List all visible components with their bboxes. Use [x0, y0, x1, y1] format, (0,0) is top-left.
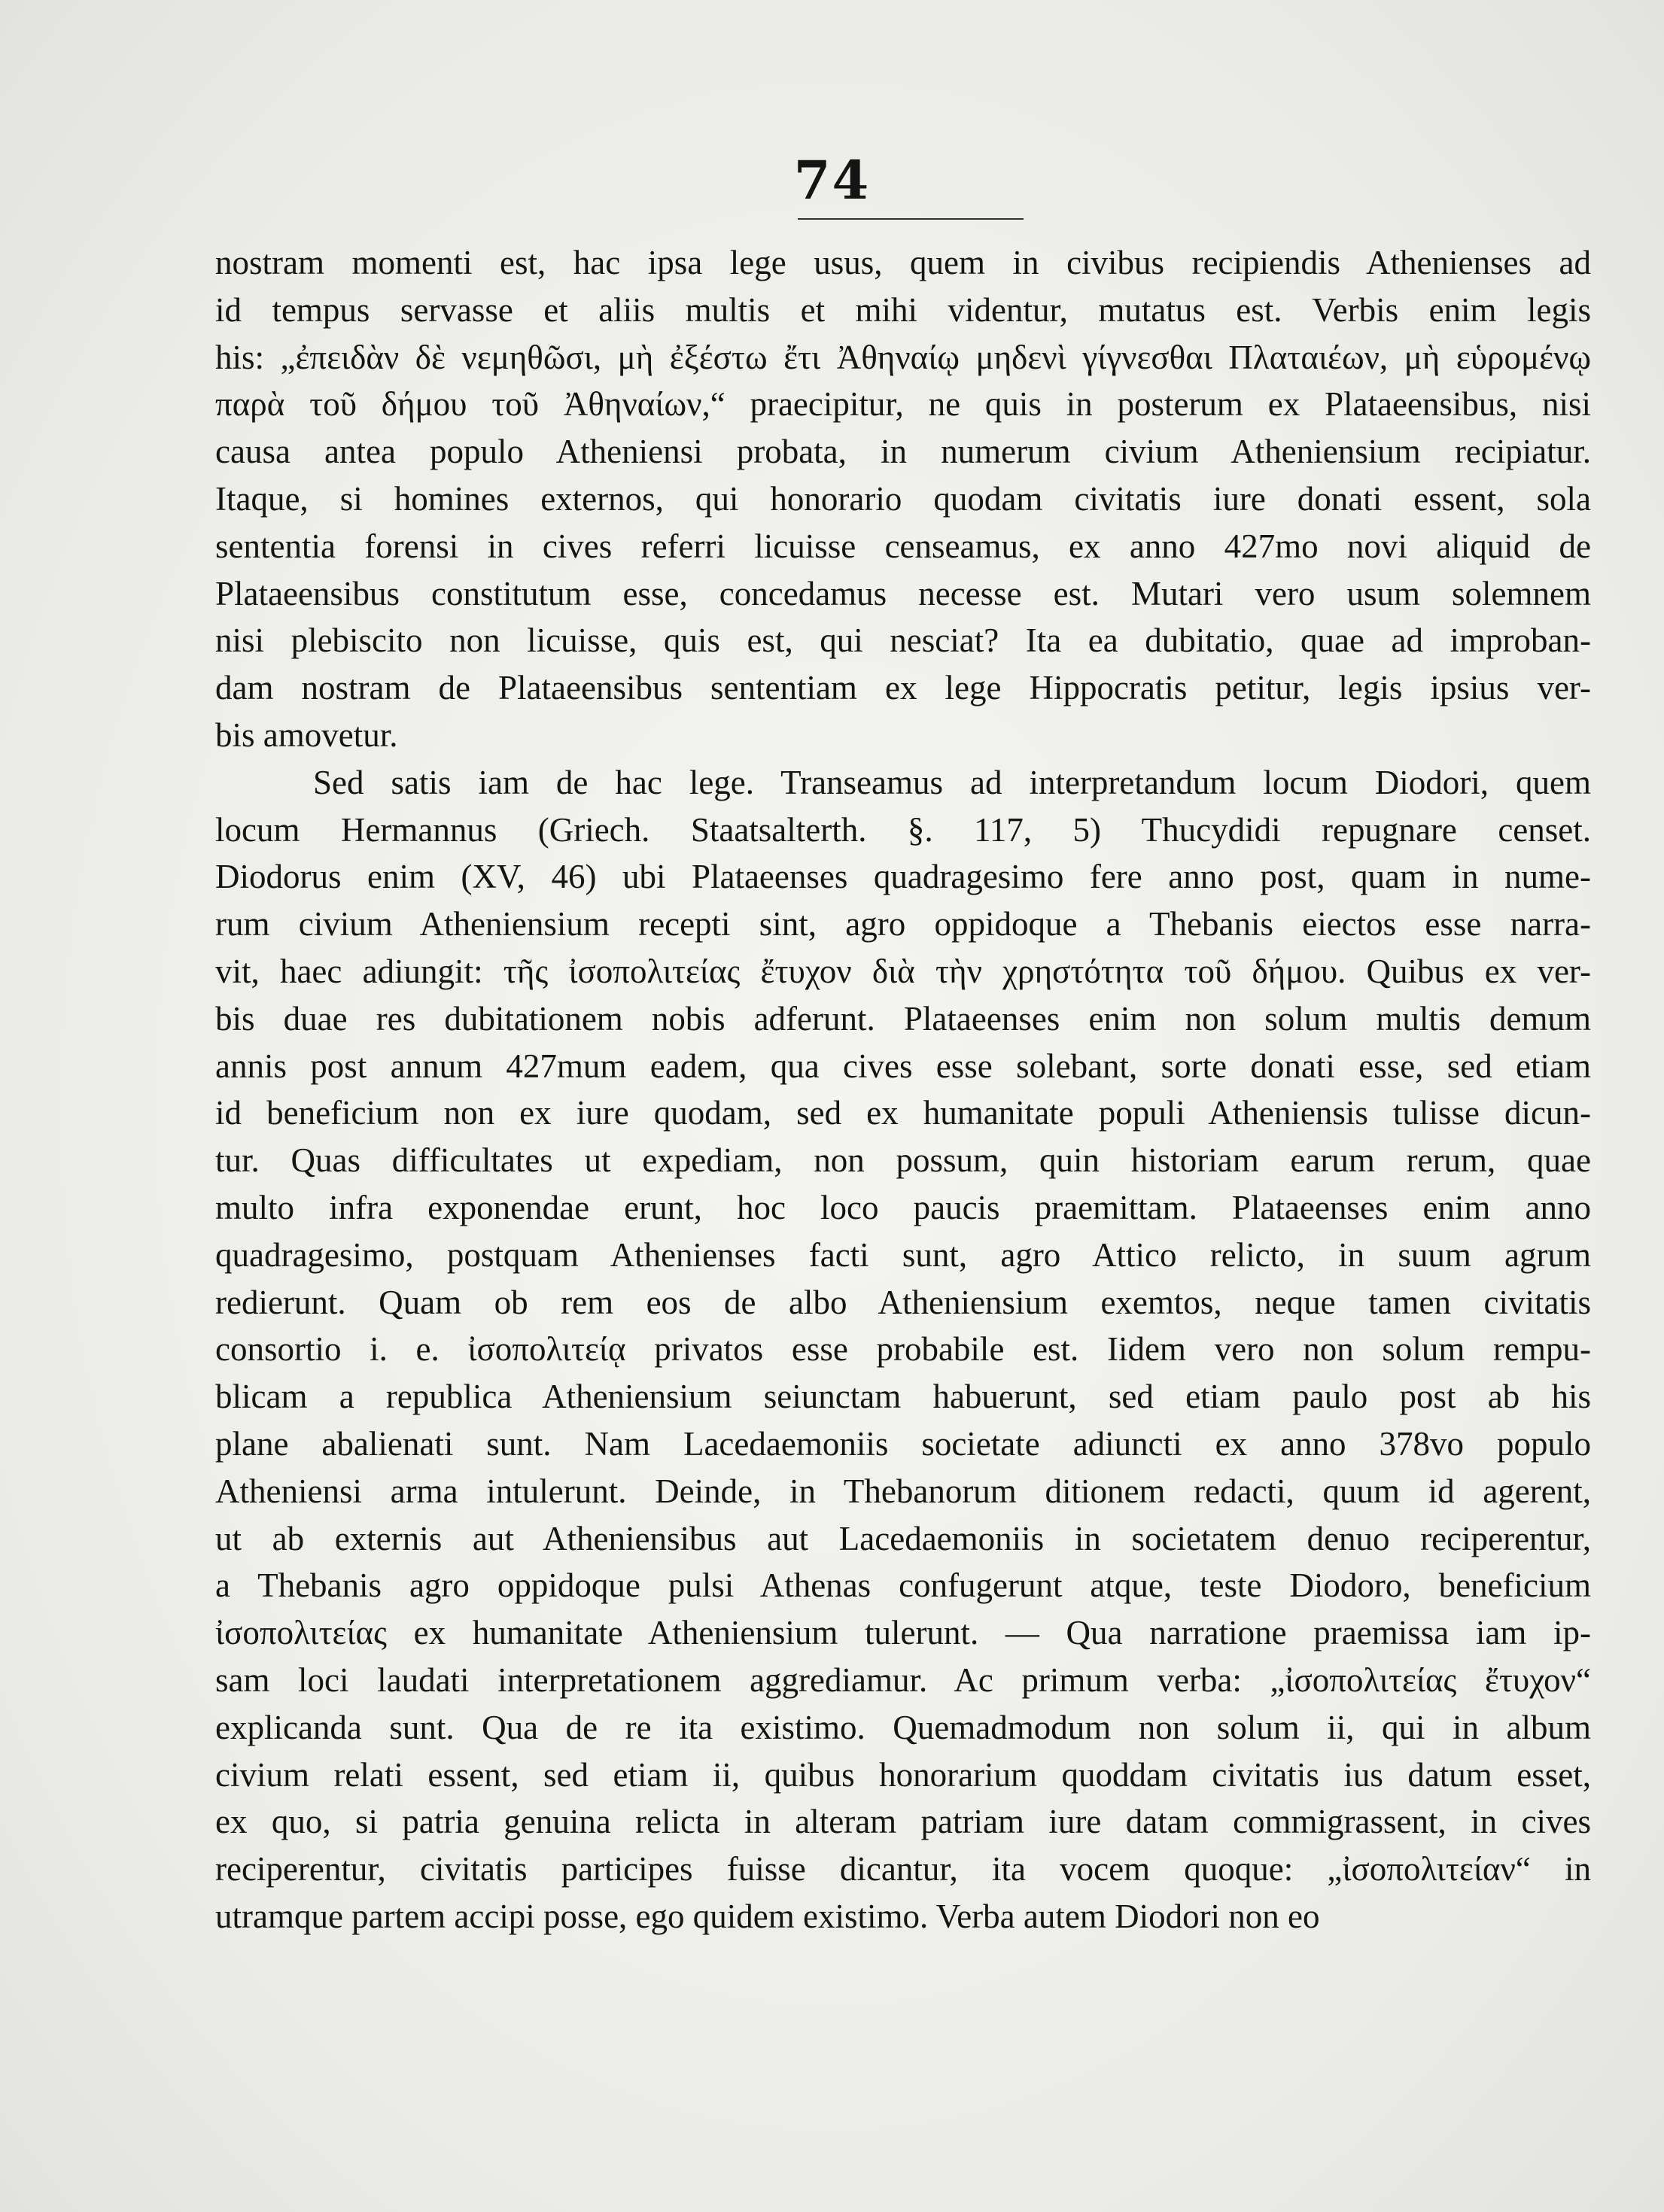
text-line: ἰσοπολιτείας ex humanitate Atheniensium tulerunt. — Qua narratione praemissa iam ip- — [215, 1614, 1591, 1652]
text-line: dam nostram de Plataeensibus sententiam ex lege Hippocratis petitur, legis ipsius ver- — [215, 669, 1591, 707]
text-line: ex quo, si patria genuina relicta in alteram patriam iure datam commigrassent, in cives — [215, 1803, 1591, 1841]
text-line: annis post annum 427mum eadem, qua cives esse solebant, sorte donati esse, sed etiam — [215, 1047, 1591, 1085]
text-line: multo infra exponendae erunt, hoc loco paucis praemittam. Plataeenses enim anno — [215, 1188, 1591, 1226]
text-line: quadragesimo, postquam Athenienses facti sunt, agro Attico relicto, in suum agrum — [215, 1235, 1591, 1274]
text-line: explicanda sunt. Qua de re ita existimo. Quemadmodum non solum ii, qui in album — [215, 1708, 1591, 1746]
text-line: a Thebanis agro oppidoque pulsi Athenas confugerunt atque, teste Diodoro, beneficium — [215, 1566, 1591, 1605]
text-line: bis duae res dubitationem nobis adferunt. Plataeenses enim non solum multis demum — [215, 999, 1591, 1038]
text-line: vit, haec adiungit: τῆς ἰσοπολιτείας ἔτυχον διὰ τὴν χρηστότητα τοῦ δήμου. Quibus ex ver- — [215, 952, 1591, 990]
text-line: Itaque, si homines externos, qui honorario quodam civitatis iure donati essent, sola — [215, 479, 1591, 518]
text-line: Diodorus enim (XV, 46) ubi Plataeenses quadragesimo fere anno post, quam in nume- — [215, 858, 1591, 896]
text-line: id beneficium non ex iure quodam, sed ex humanitate populi Atheniensis tulisse dicun- — [215, 1094, 1591, 1132]
text-line: civium relati essent, sed etiam ii, quibus honorarium quoddam civitatis ius datum esset, — [215, 1755, 1591, 1794]
text-line: locum Hermannus (Griech. Staatsalterth. §. 117, 5) Thucydidi repugnare censet. — [215, 810, 1591, 849]
text-line: id tempus servasse et aliis multis et mihi videntur, mutatus est. Verbis enim legis — [215, 290, 1591, 329]
text-line: reciperentur, civitatis participes fuisse dicantur, ita vocem quoque: „ἰσοπολιτείαν“ in — [215, 1850, 1591, 1888]
page-number: 74 — [793, 149, 871, 211]
text-line: sam loci laudati interpretationem aggrediamur. Ac primum verba: „ἰσοπολιτείας ἔτυχον“ — [215, 1661, 1591, 1699]
text-line: redierunt. Quam ob rem eos de albo Atheniensium exemtos, neque tamen civitatis — [215, 1283, 1591, 1321]
text-line: nostram momenti est, hac ipsa lege usus, quem in civibus recipiendis Athenienses ad — [215, 244, 1591, 281]
text-line: tur. Quas difficultates ut expediam, non possum, quin historiam earum rerum, quae — [215, 1141, 1591, 1180]
text-line: παρὰ τοῦ δήμου τοῦ Ἀθηναίων,“ praecipitur, ne quis in posterum ex Plataeensibus, nisi — [215, 385, 1591, 424]
text-line: utramque partem accipi posse, ego quidem existimo. Verba autem Diodori non eo — [215, 1897, 1320, 1935]
text-line: bis amovetur. — [215, 716, 398, 754]
text-line: ut ab externis aut Atheniensibus aut Lacedaemoniis in societatem denuo reciperentur, — [215, 1519, 1591, 1557]
text-line: plane abalienati sunt. Nam Lacedaemoniis societate adiuncti ex anno 378vo populo — [215, 1424, 1591, 1463]
text-line: Sed satis iam de hac lege. Transeamus ad interpretandum locum Diodori, quem — [313, 763, 1591, 801]
body-text — [215, 239, 1591, 1940]
header-rule — [798, 218, 1024, 220]
text-line: blicam a republica Atheniensium seiunctam habuerunt, sed etiam paulo post ab his — [215, 1378, 1591, 1416]
text-line: nisi plebiscito non licuisse, quis est, qui nesciat? Ita ea dubitatio, quae ad improban- — [215, 621, 1591, 660]
text-line: Atheniensi arma intulerunt. Deinde, in Thebanorum ditionem redacti, quum id agerent, — [215, 1472, 1591, 1510]
text-line: rum civium Atheniensium recepti sint, agro oppidoque a Thebanis eiectos esse narra- — [215, 905, 1591, 943]
text-line: consortio i. e. ἰσοπολιτείᾳ privatos esse probabile est. Iidem vero non solum rempu- — [215, 1330, 1591, 1369]
text-line: causa antea populo Atheniensi probata, in numerum civium Atheniensium recipiatur. — [215, 433, 1591, 471]
text-line: sententia forensi in cives referri licuisse censeamus, ex anno 427mo novi aliquid de — [215, 527, 1591, 565]
text-line: Plataeensibus constitutum esse, concedamus necesse est. Mutari vero usum solemnem — [215, 574, 1591, 612]
text-line: his: „ἐπειδὰν δὲ νεμηθῶσι, μὴ ἐξέστω ἔτι Ἀθηναίῳ μηδενὶ γίγνεσθαι Πλαταιέων, μὴ εὑρομένῳ — [215, 338, 1591, 376]
